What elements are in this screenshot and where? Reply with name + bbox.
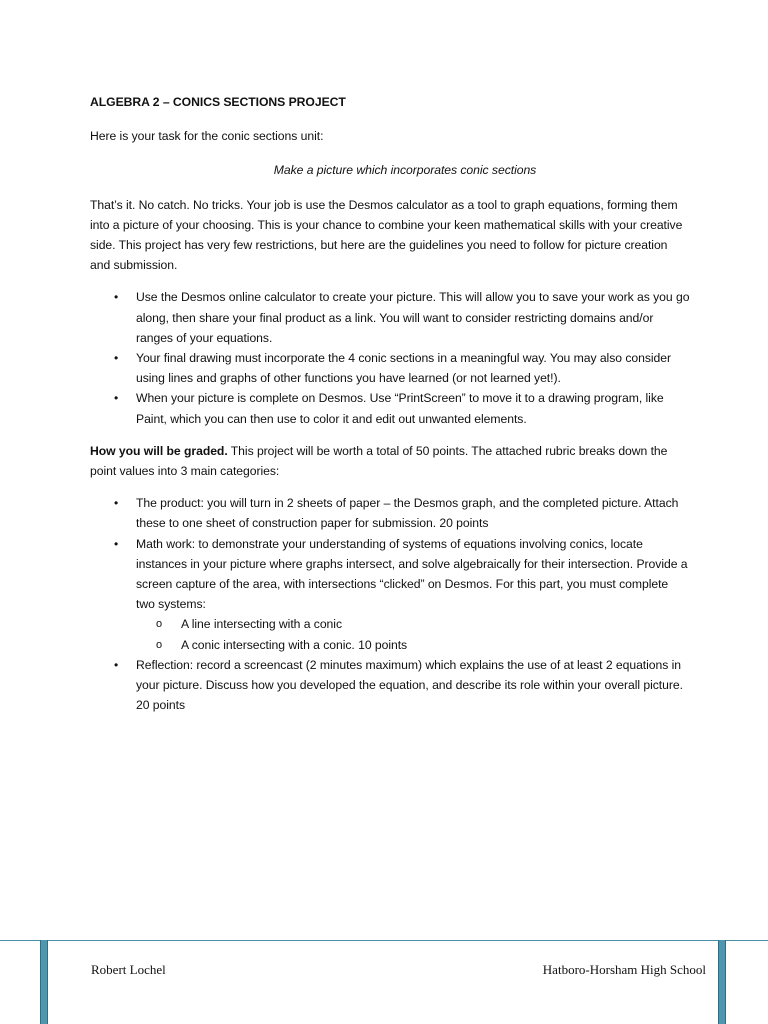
- category-text: Reflection: record a screencast (2 minutes maximum) which explains the use of at least 2 equations in your picture. Discuss how you developed the equation, and describe its role within your overall picture. 20 points: [136, 657, 683, 713]
- circle-bullet-icon: o: [156, 618, 163, 631]
- grading-categories-list: [90, 493, 690, 715]
- bullet-icon: •: [114, 391, 119, 406]
- guideline-text: Use the Desmos online calculator to create your picture. This will allow you to save your work as you go along, then share your final product as a link. You will want to consider restricting domains and/or ranges of your equations.: [136, 290, 690, 345]
- footer-author: Robert Lochel: [91, 962, 166, 977]
- footer-divider: [0, 940, 768, 941]
- subitem-text: A line intersecting with a conic: [181, 617, 342, 632]
- bullet-icon: •: [114, 657, 119, 672]
- guidelines-list: [90, 287, 690, 428]
- list-item: [90, 534, 690, 655]
- grading-label: How you will be graded.: [90, 443, 228, 458]
- list-item: [90, 493, 690, 533]
- grading-paragraph: [90, 441, 690, 481]
- footer-school: Hatboro-Horsham High School: [542, 962, 706, 977]
- intro-text: Here is your task for the conic sections unit:: [90, 129, 324, 144]
- list-item: [90, 287, 690, 348]
- bullet-icon: •: [114, 351, 119, 366]
- footer-accent-bar-left: [40, 940, 48, 1024]
- bullet-icon: •: [114, 290, 119, 305]
- subitem-text: A conic intersecting with a conic. 10 points: [181, 637, 408, 652]
- grading-text: This project will be worth a total of 50 points. The attached rubric breaks down the point values into 3 main categories:: [90, 443, 668, 479]
- list-item: [90, 388, 690, 428]
- task-statement: Make a picture which incorporates conic sections: [273, 163, 537, 178]
- list-item: [136, 635, 690, 655]
- document-body: [90, 92, 690, 727]
- category-text: The product: you will turn in 2 sheets of paper – the Desmos graph, and the completed picture. Attach these to one sheet of construction paper for submission. 20 points: [136, 496, 679, 531]
- bullet-icon: •: [114, 536, 119, 551]
- list-item: [90, 348, 690, 388]
- math-subitems-list: [136, 614, 690, 654]
- list-item: [90, 655, 690, 716]
- guideline-text: When your picture is complete on Desmos. Use “PrintScreen” to move it to a drawing program, like Paint, which you can then use to color it and edit out unwanted elements.: [136, 391, 664, 426]
- list-item: [136, 614, 690, 634]
- overview-paragraph: That’s it. No catch. No tricks. Your job is use the Desmos calculator as a tool to graph equations, forming them into a picture of your choosing. This is your chance to combine your keen mathematical skills with your creative side. This project has very few restrictions, but here are the guidelines you need to follow for picture creation and submission.: [90, 197, 683, 273]
- document-title: ALGEBRA 2 – CONICS SECTIONS PROJECT: [90, 95, 346, 109]
- guideline-text: Your final drawing must incorporate the 4 conic sections in a meaningful way. You may also consider using lines and graphs of other functions you have learned (or not learned yet!).: [136, 351, 671, 386]
- category-text: Math work: to demonstrate your understanding of systems of equations involving conics, locate instances in your picture where graphs intersect, and solve algebraically for their intersection. Provide a screen capture of the area, with intersections “clicked” on Desmos. For this part, you must complete two systems:: [136, 536, 688, 612]
- circle-bullet-icon: o: [156, 638, 163, 651]
- footer-accent-bar-right: [718, 940, 726, 1024]
- bullet-icon: •: [114, 496, 119, 511]
